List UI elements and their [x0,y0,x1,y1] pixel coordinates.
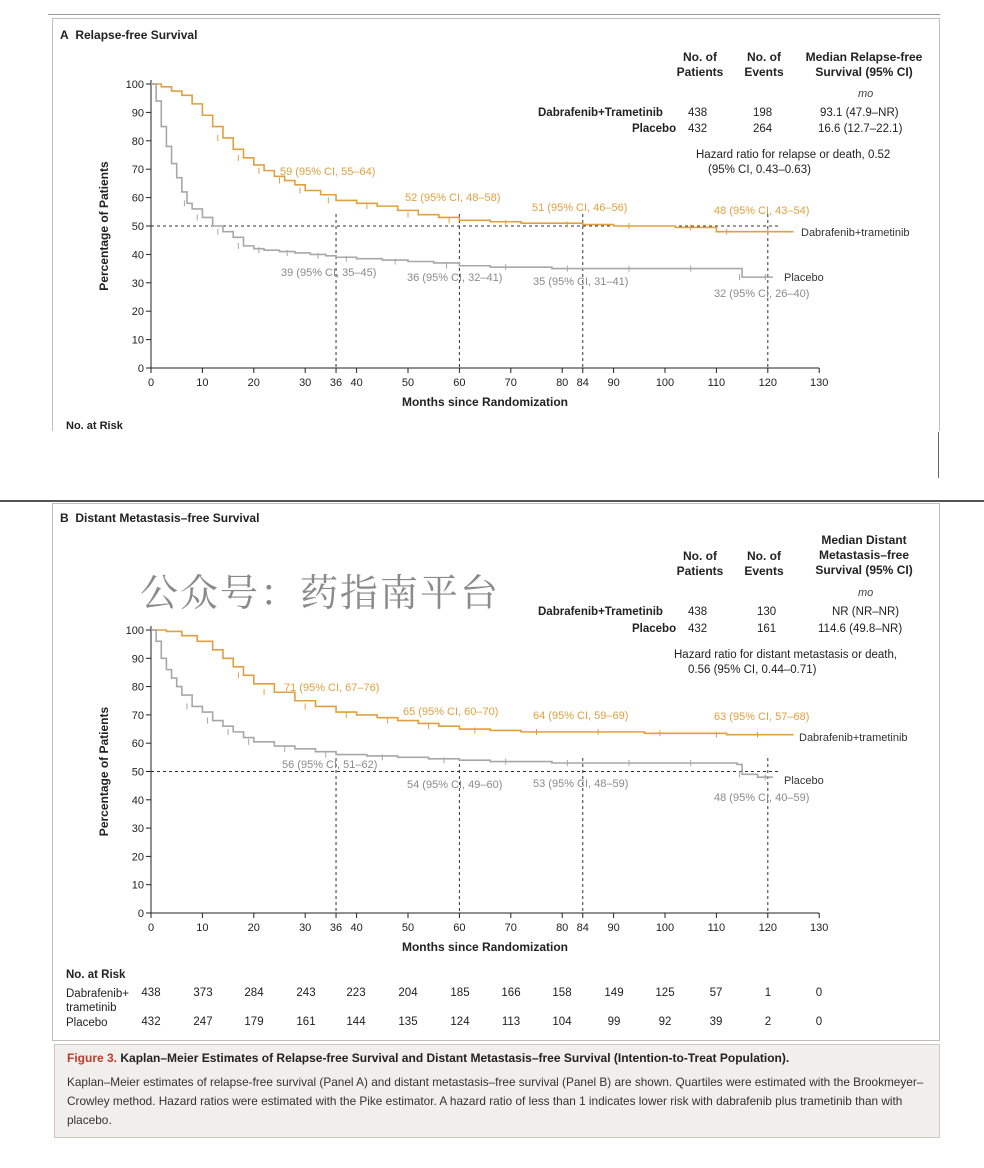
quartile-annotation: 48 (95% CI, 40–59) [714,792,810,804]
panel-b-row-dab-name: Dabrafenib+Trametinib [538,606,663,618]
y-tick-label: 90 [131,653,144,666]
panel-b-hazard-line2: 0.56 (95% CI, 0.44–0.71) [688,664,817,676]
panel-a-col-events: No. of Events [744,50,784,79]
panel-a-row-dab-patients: 438 [688,107,708,119]
quartile-annotation: 52 (95% CI, 48–58) [405,192,501,204]
y-axis-label: Percentage of Patients [97,161,111,291]
panel-b-letter: B [60,511,69,525]
x-tick-label: 100 [655,922,675,934]
x-tick-label: 130 [810,922,829,934]
x-tick-label: 30 [299,922,312,934]
quartile-annotation: 35 (95% CI, 31–41) [533,276,629,288]
quartile-annotation: 54 (95% CI, 49–60) [407,779,503,791]
at-risk-placebo-value: 247 [193,1016,213,1028]
y-tick-label: 40 [131,794,144,807]
x-tick-label: 50 [401,922,415,934]
x-tick-label: 110 [707,377,726,389]
y-tick-label: 80 [131,135,144,148]
quartile-annotation: 32 (95% CI, 26–40) [714,288,810,300]
x-tick-label: 90 [607,377,620,389]
x-tick-label: 30 [299,377,312,389]
y-tick-label: 70 [131,709,144,722]
at-risk-dab-value: 1 [764,987,772,999]
x-tick-label: 120 [758,922,777,934]
quartile-annotation: 39 (95% CI, 35–45) [281,267,377,279]
panel-a-cut-at-risk: No. at Risk [66,420,123,430]
at-risk-placebo-value: 92 [658,1016,672,1028]
panel-a-hazard-line2: (95% CI, 0.43–0.63) [708,164,811,176]
at-risk-dab-value: 158 [552,987,572,999]
caption-figure-number: Figure 3. [67,1051,118,1065]
at-risk-placebo-value: 0 [815,1016,823,1028]
x-tick-label: 40 [350,922,363,934]
at-risk-placebo-value: 2 [764,1016,772,1028]
panel-b-row-dab-median: NR (NR–NR) [832,606,900,618]
panel-a-col-median: Median Relapse-free Survival (95% CI) [805,50,923,79]
x-tick-label: 110 [707,922,726,934]
panel-b-unit: mo [858,587,874,599]
at-risk-dab-value: 373 [193,987,213,999]
at-risk-title: No. at Risk [66,969,126,981]
quartile-annotation: 48 (95% CI, 43–54) [714,205,810,217]
at-risk-dab-value: 166 [501,987,521,999]
at-risk-placebo-value: 113 [501,1016,521,1028]
y-tick-label: 50 [131,766,144,779]
at-risk-placebo-value: 124 [450,1016,470,1028]
y-tick-label: 0 [137,908,144,920]
at-risk-placebo-value: 432 [141,1016,161,1028]
at-risk-dab-value: 438 [141,987,161,999]
x-tick-label: 100 [655,377,675,389]
quartile-annotation: 36 (95% CI, 32–41) [407,272,503,284]
x-tick-label: 130 [810,377,829,389]
panel-a-col-patients: No. of Patients [676,50,724,79]
y-tick-label: 20 [131,851,144,864]
caption-title-text: Kaplan–Meier Estimates of Relapse-free Survival and Distant Metastasis–free Survival (Intention-to-Treat Population). [120,1051,790,1065]
x-tick-label: 0 [147,922,155,934]
x-tick-label: 120 [758,377,777,389]
at-risk-dab-value: 284 [244,987,264,999]
quartile-annotation: 65 (95% CI, 60–70) [403,706,499,718]
quartile-annotation: 63 (95% CI, 57–68) [714,711,810,723]
quartile-annotation: 59 (95% CI, 55–64) [280,166,376,178]
at-risk-placebo-value: 135 [398,1016,418,1028]
quartile-annotation: 51 (95% CI, 46–56) [532,202,628,214]
quartile-annotation: 71 (95% CI, 67–76) [284,682,380,694]
quartile-annotation: 64 (95% CI, 59–69) [533,710,629,722]
x-tick-label: 36 [329,922,343,934]
figure-caption [54,1044,940,1138]
panel-a-title-text: Relapse-free Survival [75,28,198,42]
x-tick-label: 84 [576,922,589,934]
x-tick-label: 40 [350,377,363,389]
at-risk-dab-value: 223 [346,987,366,999]
panel-b-row-placebo-median: 114.6 (49.8–NR) [818,623,903,635]
panel-b-hazard-line1: Hazard ratio for distant metastasis or death, [674,649,898,661]
y-tick-label: 80 [131,681,144,694]
y-tick-label: 30 [131,277,144,290]
panel-b-row-dab-patients: 438 [688,606,708,618]
y-tick-label: 90 [131,107,144,120]
panel-a-row-dab-name: Dabrafenib+Trametinib [538,107,663,119]
at-risk-placebo-value: 99 [607,1016,621,1028]
panel-a-row-placebo-events: 264 [753,123,773,135]
panel-a-row-placebo-name: Placebo [632,123,677,135]
watermark-text: 公众号：药指南平台 [140,571,501,615]
panel-a-row-placebo-patients: 432 [688,123,708,135]
panel-a-row-dab-events: 198 [753,107,773,119]
at-risk-dab-value: 125 [655,987,675,999]
at-risk-dab-value: 0 [815,987,823,999]
y-tick-label: 70 [131,164,144,177]
x-axis-label: Months since Randomization [401,940,569,954]
at-risk-dab-label: Dabrafenib+ trametinib [66,988,129,1014]
y-tick-label: 10 [131,879,144,892]
panel-a-unit: mo [858,88,874,100]
caption-body: Kaplan–Meier estimates of relapse-free survival (Panel A) and distant metastasis–free survival (Panel B) are shown. Quartiles were estimated with the Brookmeyer–Crowley method. Hazard ratios were estimated with the Pike estimator. A hazard ratio of less than 1 indicates lower risk with dabrafenib plus trametinib than with placebo. [67,1075,924,1127]
x-axis-label: Months since Randomization [401,395,569,409]
legend-dab: Dabrafenib+trametinib [799,732,908,744]
x-tick-label: 60 [453,922,466,934]
x-tick-label: 20 [247,922,260,934]
legend-placebo: Placebo [784,272,824,284]
x-tick-label: 36 [329,377,343,389]
y-axis-label: Percentage of Patients [97,706,111,837]
panel-a-row-dab-median: 93.1 (47.9–NR) [820,107,899,119]
y-tick-label: 100 [125,79,144,91]
at-risk-placebo-value: 161 [296,1016,316,1028]
x-tick-label: 20 [247,377,260,389]
panel-b-title-text: Distant Metastasis–free Survival [75,511,260,525]
at-risk-placebo-value: 39 [709,1016,723,1028]
x-tick-label: 10 [196,377,209,389]
quartile-annotation: 53 (95% CI, 48–59) [533,778,629,790]
y-tick-label: 60 [131,192,144,205]
x-tick-label: 60 [453,377,466,389]
x-tick-label: 80 [556,922,569,934]
y-tick-label: 40 [131,249,144,262]
panel-a-hazard-line1: Hazard ratio for relapse or death, 0.52 [696,149,891,161]
x-tick-label: 90 [607,922,620,934]
panel-b-row-placebo-patients: 432 [688,623,708,635]
y-tick-label: 60 [131,738,144,751]
x-tick-label: 70 [504,377,517,389]
y-tick-label: 50 [131,221,144,233]
x-tick-label: 10 [196,922,209,934]
y-tick-label: 0 [137,363,144,375]
x-tick-label: 80 [556,377,569,389]
x-tick-label: 50 [401,377,415,389]
at-risk-dab-value: 185 [450,987,470,999]
y-tick-label: 30 [131,823,144,836]
x-tick-label: 0 [147,377,155,389]
at-risk-placebo-value: 144 [346,1016,366,1028]
legend-placebo: Placebo [784,775,824,787]
at-risk-dab-value: 149 [604,987,624,999]
legend-dab: Dabrafenib+trametinib [801,227,910,239]
y-tick-label: 10 [131,334,144,347]
at-risk-dab-value: 57 [709,987,723,999]
at-risk-dab-value: 243 [296,987,316,999]
at-risk-placebo-label: Placebo [66,1017,108,1029]
panel-b-row-dab-events: 130 [757,606,777,618]
y-tick-label: 20 [131,306,144,319]
x-tick-label: 70 [504,922,517,934]
dab-curve [151,630,794,735]
panel-b-col-median: Median Distant Metastasis–free Survival (95% CI) [815,533,913,577]
panel-b-col-patients: No. of Patients [676,549,724,578]
panel-a-row-placebo-median: 16.6 (12.7–22.1) [818,123,903,135]
placebo-curve [151,630,773,777]
caption-title [67,1051,789,1065]
at-risk-dab-value: 204 [398,987,418,999]
panel-b-col-events: No. of Events [744,549,784,578]
panel-b-row-placebo-events: 161 [757,623,777,635]
quartile-annotation: 56 (95% CI, 51–62) [282,759,378,771]
y-tick-label: 100 [125,625,144,637]
panel-a-letter: A [60,28,69,42]
panel-b-row-placebo-name: Placebo [632,623,677,635]
at-risk-placebo-value: 179 [244,1016,264,1028]
x-tick-label: 84 [576,377,589,389]
at-risk-placebo-value: 104 [552,1016,572,1028]
